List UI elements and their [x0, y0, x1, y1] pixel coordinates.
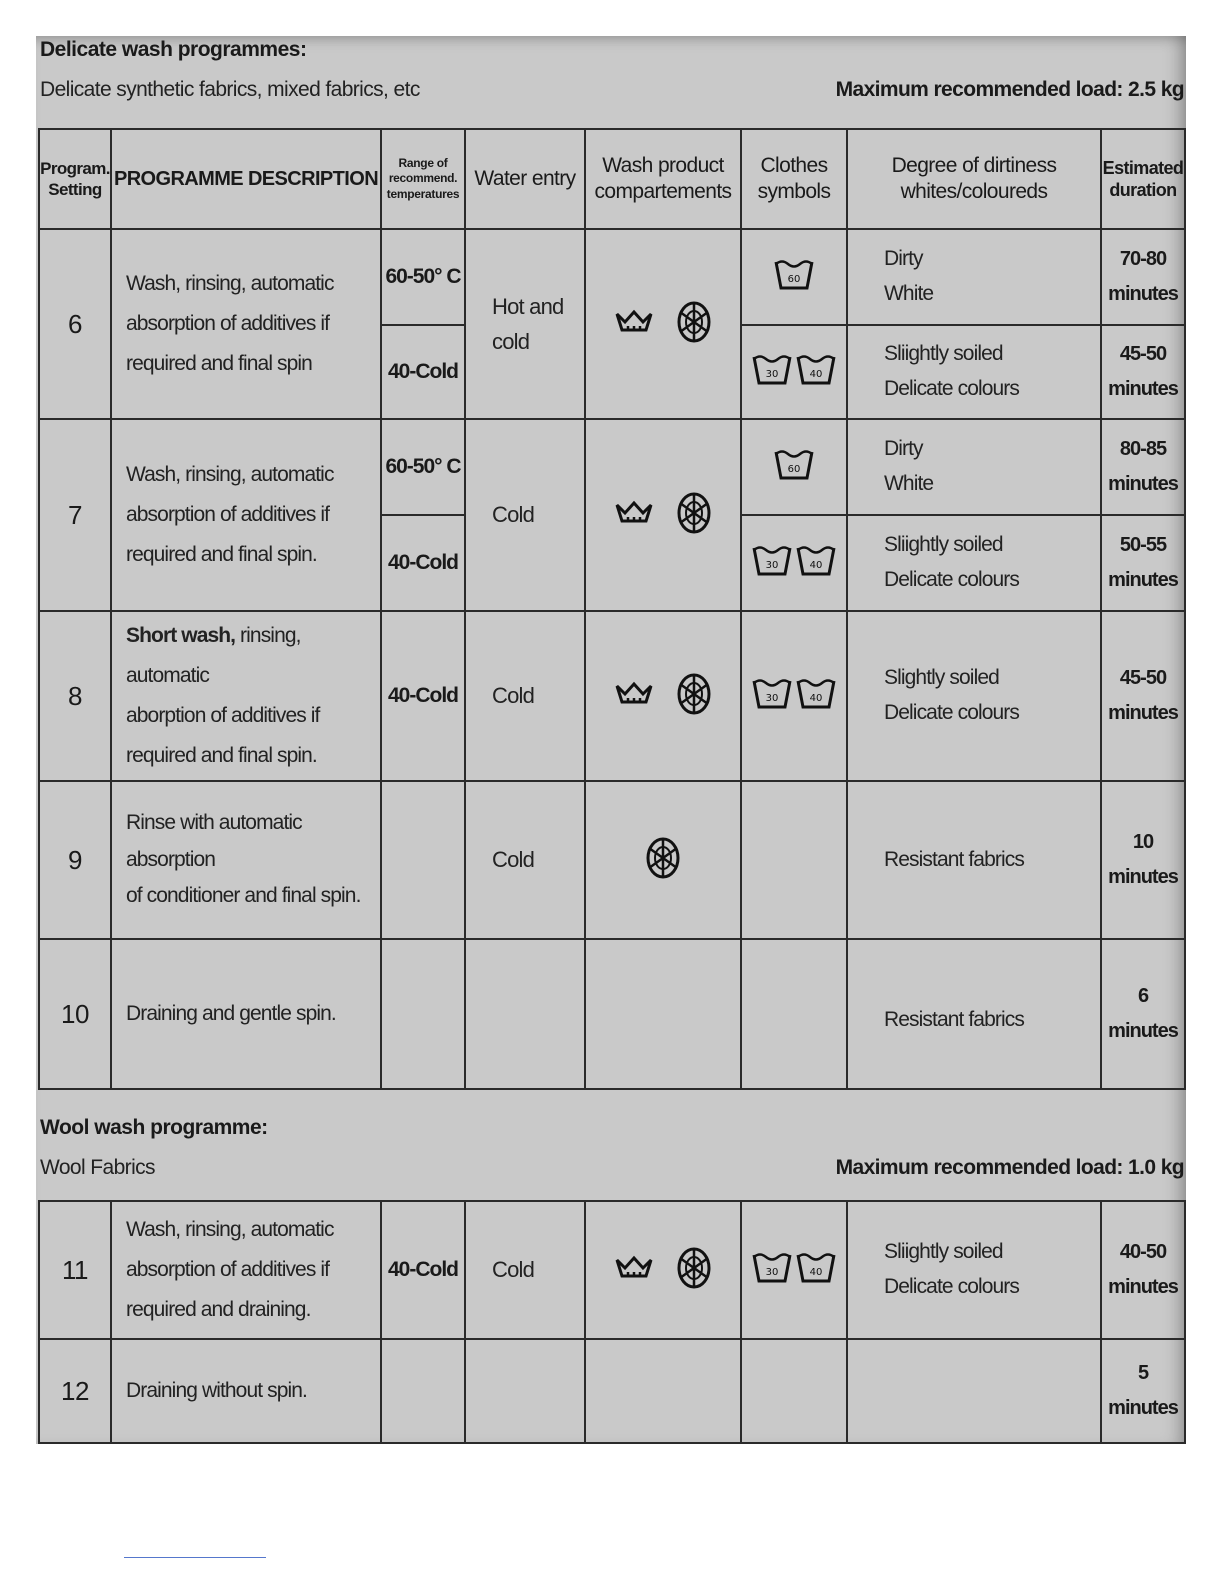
delicate-programmes-table — [38, 128, 1186, 1090]
estimated-duration: 6 minutes — [1101, 939, 1185, 1089]
degree-dirtiness: Dirty White — [847, 419, 1101, 515]
water-entry: Hot and cold — [465, 229, 585, 419]
svg-text:60: 60 — [787, 273, 801, 285]
water-entry: Cold — [465, 611, 585, 781]
table-header-row — [39, 129, 1185, 229]
wash-tub-icon — [796, 544, 836, 583]
softener-flower-icon — [676, 300, 712, 349]
svg-text:40: 40 — [809, 368, 823, 380]
clothes-symbol-cell — [741, 611, 847, 781]
wash-tub-icon — [752, 353, 792, 392]
wash-tub-icon — [796, 677, 836, 716]
wool-programmes-table — [38, 1200, 1186, 1444]
wash-product-icons — [585, 419, 741, 611]
table-row-program-10 — [39, 939, 1185, 1089]
header-water-entry: Water entry — [465, 129, 585, 229]
prewash-crown-icon — [614, 499, 654, 532]
program-number: 11 — [39, 1201, 111, 1339]
temperature-range: 40-Cold — [381, 611, 465, 781]
program-number: 10 — [39, 939, 111, 1089]
program-number: 7 — [39, 419, 111, 611]
estimated-duration: 5 minutes — [1101, 1339, 1185, 1443]
scanned-table-page — [36, 36, 1186, 1444]
estimated-duration: 70-80 minutes — [1101, 229, 1185, 325]
estimated-duration: 45-50 minutes — [1101, 611, 1185, 781]
prewash-crown-icon — [614, 680, 654, 713]
wash-product-icons — [585, 229, 741, 419]
program-number: 8 — [39, 611, 111, 781]
degree-dirtiness: Slightly soiled Delicate colours — [847, 611, 1101, 781]
table-row-program-8 — [39, 611, 1185, 781]
softener-flower-icon — [645, 836, 681, 885]
clothes-symbol-cell-empty — [741, 1339, 847, 1443]
temperature-range-empty — [381, 781, 465, 939]
clothes-symbol-cell — [741, 1201, 847, 1339]
prewash-crown-icon — [614, 1254, 654, 1287]
table-row-program-11 — [39, 1201, 1185, 1339]
wash-tub-icon — [752, 1251, 792, 1290]
wash-product-icons — [585, 1201, 741, 1339]
wash-tub-icon — [774, 258, 814, 297]
softener-flower-icon — [676, 491, 712, 540]
programme-description: Short wash, rinsing, automatic aborption of additives if required and final spin. — [111, 611, 381, 781]
degree-dirtiness: Dirty White — [847, 229, 1101, 325]
svg-text:30: 30 — [765, 1266, 779, 1278]
temperature-range: 40-Cold — [381, 1201, 465, 1339]
clothes-symbol-cell — [741, 229, 847, 325]
clothes-symbol-cell-empty — [741, 939, 847, 1089]
programme-description: Wash, rinsing, automatic absorption of additives if required and draining. — [111, 1201, 381, 1339]
estimated-duration: 50-55 minutes — [1101, 515, 1185, 611]
estimated-duration: 45-50 minutes — [1101, 325, 1185, 419]
programme-description: Draining and gentle spin. — [111, 939, 381, 1089]
temperature-range: 40-Cold — [381, 325, 465, 419]
water-entry-empty — [465, 1339, 585, 1443]
temperature-range: 40-Cold — [381, 515, 465, 611]
water-entry: Cold — [465, 781, 585, 939]
degree-dirtiness-empty — [847, 1339, 1101, 1443]
header-program-setting: Program. Setting — [39, 129, 111, 229]
header-wash-product: Wash product compartements — [585, 129, 741, 229]
header-programme-description: PROGRAMME DESCRIPTION — [111, 129, 381, 229]
wash-product-empty — [585, 1339, 741, 1443]
water-entry-empty — [465, 939, 585, 1089]
degree-dirtiness: Resistant fabrics — [847, 939, 1101, 1089]
delicate-section-subtitle: Delicate synthetic fabrics, mixed fabrics, etc — [40, 78, 420, 101]
table-row-program-12 — [39, 1339, 1185, 1443]
wash-tub-icon — [796, 1251, 836, 1290]
softener-flower-icon — [676, 1246, 712, 1295]
delicate-max-load: Maximum recommended load: 2.5 kg — [835, 78, 1184, 101]
clothes-symbol-cell — [741, 515, 847, 611]
wash-product-empty — [585, 939, 741, 1089]
prewash-crown-icon — [614, 308, 654, 341]
clothes-symbol-cell-empty — [741, 781, 847, 939]
water-entry: Cold — [465, 419, 585, 611]
degree-dirtiness: Sliightly soiled Delicate colours — [847, 1201, 1101, 1339]
clothes-symbol-cell — [741, 325, 847, 419]
programme-description: Wash, rinsing, automatic absorption of additives if required and final spin — [111, 229, 381, 419]
footnote-separator — [124, 1557, 266, 1558]
delicate-section-title: Delicate wash programmes: — [40, 38, 307, 61]
wash-tub-icon — [752, 677, 792, 716]
program-number: 12 — [39, 1339, 111, 1443]
svg-text:40: 40 — [809, 559, 823, 571]
programme-description: Wash, rinsing, automatic absorption of additives if required and final spin. — [111, 419, 381, 611]
svg-text:30: 30 — [765, 559, 779, 571]
estimated-duration: 80-85 minutes — [1101, 419, 1185, 515]
programme-description: Draining without spin. — [111, 1339, 381, 1443]
table-row-program-9 — [39, 781, 1185, 939]
svg-text:30: 30 — [765, 692, 779, 704]
svg-text:40: 40 — [809, 1266, 823, 1278]
svg-text:60: 60 — [787, 463, 801, 475]
wool-section-subtitle: Wool Fabrics — [40, 1156, 155, 1179]
wash-tub-icon — [774, 448, 814, 487]
header-degree-dirtiness: Degree of dirtiness whites/coloureds — [847, 129, 1101, 229]
header-clothes-symbols: Clothes symbols — [741, 129, 847, 229]
temperature-range: 60-50° C — [381, 419, 465, 515]
clothes-symbol-cell — [741, 419, 847, 515]
degree-dirtiness: Resistant fabrics — [847, 781, 1101, 939]
temperature-range: 60-50° C — [381, 229, 465, 325]
wool-max-load: Maximum recommended load: 1.0 kg — [835, 1156, 1184, 1179]
programme-description: Rinse with automatic absorption of conditioner and final spin. — [111, 781, 381, 939]
wool-section-title: Wool wash programme: — [40, 1116, 268, 1139]
program-number: 6 — [39, 229, 111, 419]
temperature-range-empty — [381, 1339, 465, 1443]
table-row-program-6 — [39, 229, 1185, 325]
degree-dirtiness: Sliightly soiled Delicate colours — [847, 515, 1101, 611]
water-entry: Cold — [465, 1201, 585, 1339]
wash-product-icons — [585, 611, 741, 781]
estimated-duration: 10 minutes — [1101, 781, 1185, 939]
softener-flower-icon — [676, 672, 712, 721]
degree-dirtiness: Sliightly soiled Delicate colours — [847, 325, 1101, 419]
wash-tub-icon — [796, 353, 836, 392]
wash-tub-icon — [752, 544, 792, 583]
svg-text:30: 30 — [765, 368, 779, 380]
temperature-range-empty — [381, 939, 465, 1089]
svg-text:40: 40 — [809, 692, 823, 704]
header-estimated-duration: Estimated duration — [1101, 129, 1185, 229]
header-temperature-range: Range of recommend. temperatures — [381, 129, 465, 229]
table-row-program-7 — [39, 419, 1185, 515]
estimated-duration: 40-50 minutes — [1101, 1201, 1185, 1339]
program-number: 9 — [39, 781, 111, 939]
wash-product-icons — [585, 781, 741, 939]
